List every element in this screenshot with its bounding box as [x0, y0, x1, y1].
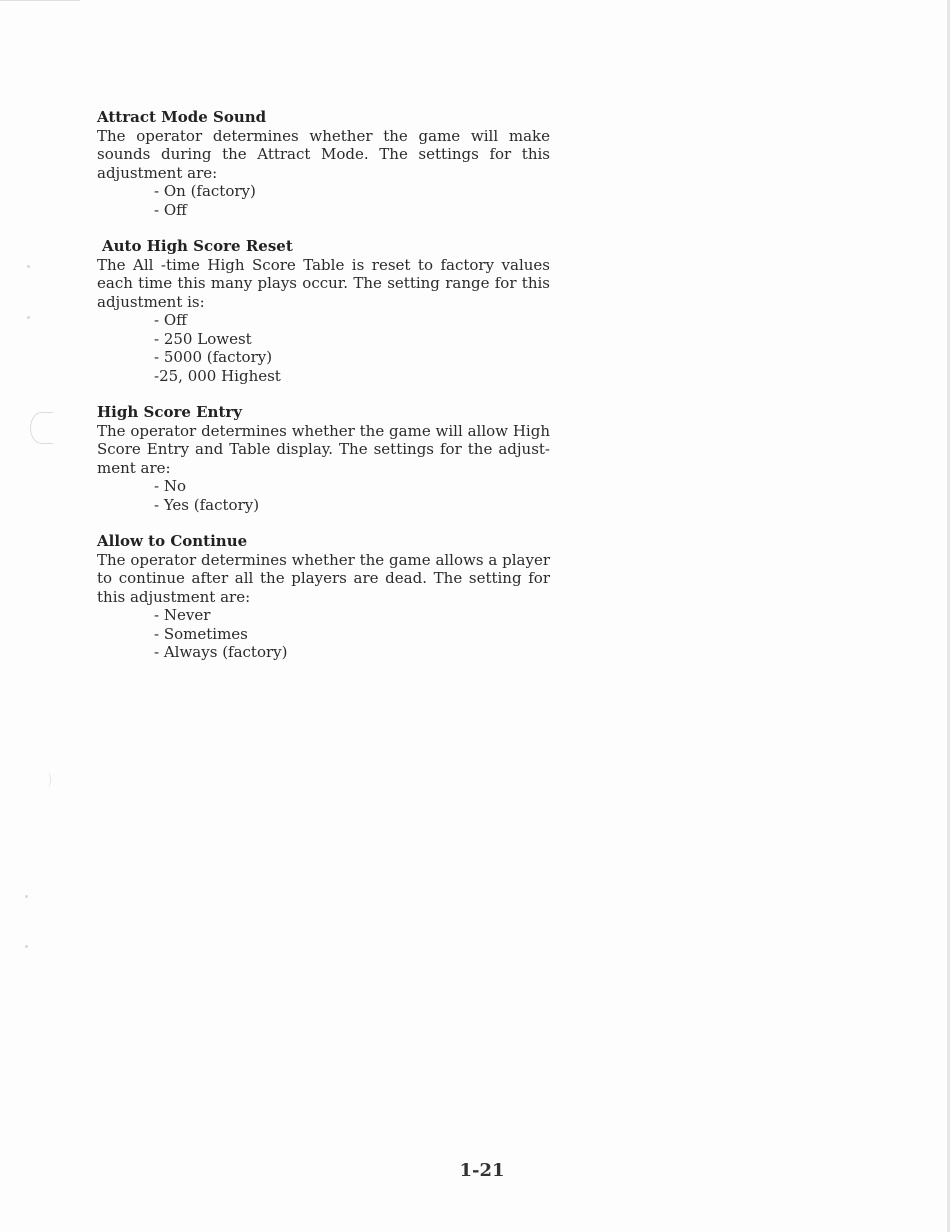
- scan-artifact-dot: [25, 895, 28, 898]
- page-number: 1-21: [459, 1160, 505, 1181]
- settings-list: [97, 606, 550, 662]
- section-heading: Allow to Continue: [97, 532, 248, 550]
- section-description: The operator determines whether the game will allow High Score Entry and Table display. The settings for the adjust-ment are:: [97, 421, 550, 477]
- scan-artifact-dot: [27, 265, 30, 268]
- scan-artifact-top: [0, 0, 80, 1]
- setting-option: - On (factory): [154, 182, 256, 200]
- manual-content: [97, 108, 550, 680]
- scan-artifact-arc-small: [44, 772, 51, 788]
- setting-option: - Always (factory): [154, 643, 288, 661]
- section-heading: Auto High Score Reset: [102, 237, 293, 255]
- scan-artifact-arc: [30, 412, 53, 444]
- section-heading: Attract Mode Sound: [97, 108, 267, 126]
- section-heading: High Score Entry: [97, 403, 243, 421]
- setting-option: - Sometimes: [154, 624, 248, 643]
- settings-list: [97, 311, 550, 385]
- setting-option: -25, 000 Highest: [154, 366, 281, 385]
- section-high-score-entry: [97, 403, 550, 514]
- setting-option: - No: [154, 477, 186, 495]
- scan-artifact-dot: [27, 316, 30, 319]
- setting-option: - 5000 (factory): [154, 348, 273, 366]
- setting-option: - Off: [154, 200, 187, 219]
- section-allow-to-continue: [97, 532, 550, 662]
- setting-option: - 250 Lowest: [154, 329, 252, 348]
- setting-option: - Off: [154, 311, 187, 329]
- section-description: The operator determines whether the game will make sounds during the Attract Mode. The settings for this adjustment are:: [97, 126, 550, 182]
- settings-list: [97, 477, 550, 514]
- setting-option: - Never: [154, 606, 211, 624]
- section-description: The All -time High Score Table is reset to factory values each time this many plays occur. The setting range for this adjustment is:: [97, 255, 550, 311]
- section-attract-mode-sound: [97, 108, 550, 219]
- section-auto-high-score-reset: [97, 237, 550, 385]
- section-description: The operator determines whether the game allows a player to continue after all the players are dead. The setting for this adjustment are:: [97, 550, 550, 606]
- scan-artifact-dot: [25, 945, 28, 948]
- setting-option: - Yes (factory): [154, 495, 260, 514]
- settings-list: [97, 182, 550, 219]
